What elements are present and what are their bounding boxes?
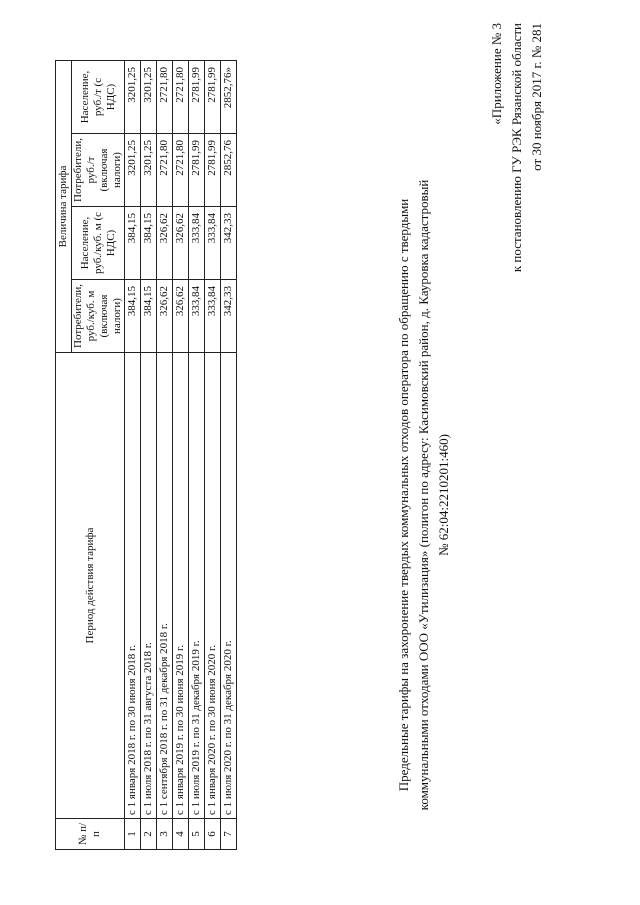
header-consumers-m3: Потребители, руб./куб. м (включая налоги) [72,280,125,353]
table-row [157,61,173,850]
row-population-m3: 384,15 [141,207,157,280]
row-consumers-m3: 384,15 [141,280,157,353]
row-population-t: 3201,25 [141,61,157,134]
row-num: 7 [221,819,237,850]
row-consumers-m3: 326,62 [157,280,173,353]
row-population-m3: 333,84 [189,207,205,280]
row-consumers-t: 2721,80 [173,134,189,207]
document-title-line-3: № 62:04:2210201:460) [436,434,451,556]
row-population-t: 2781,99 [205,61,221,134]
row-period: с 1 июля 2020 г. по 31 декабря 2020 г. [221,353,237,819]
header-population-t: Население, руб./т (с НДС) [72,61,125,134]
row-period: с 1 сентября 2018 г. по 31 декабря 2018 г. [157,353,173,819]
header-num: № п/п [56,819,125,850]
row-consumers-m3: 342,33 [221,280,237,353]
row-period: с 1 января 2018 г. по 30 июня 2018 г. [125,353,141,819]
document-title-line-2: коммунальными отходами ООО «Утилизация» (полигон по адресу: Касимовский район, д. Кауровка кадастровый [416,179,431,811]
row-consumers-m3: 326,62 [173,280,189,353]
row-consumers-m3: 384,15 [125,280,141,353]
header-period: Период действия тарифа [56,353,125,819]
annex-label: «Приложение № 3 [489,23,504,125]
tariff-table [55,60,237,850]
row-population-t: 2721,80 [173,61,189,134]
row-period: с 1 января 2020 г. по 30 июня 2020 г. [205,353,221,819]
row-population-t: 2852,76» [221,61,237,134]
row-num: 6 [205,819,221,850]
header-tariff-group: Величина тарифа [56,61,72,353]
row-consumers-t: 2781,99 [205,134,221,207]
row-period: с 1 июля 2018 г. по 31 августа 2018 г. [141,353,157,819]
header-population-m3: Население, руб./куб. м (с НДС) [72,207,125,280]
row-population-m3: 342,33 [221,207,237,280]
table-row [205,61,221,850]
row-num: 4 [173,819,189,850]
row-consumers-m3: 333,84 [189,280,205,353]
table-row [173,61,189,850]
row-population-m3: 384,15 [125,207,141,280]
row-period: с 1 января 2019 г. по 30 июня 2019 г. [173,353,189,819]
document-title-line-1: Предельные тарифы на захоронение твердых коммунальных отходов оператора по обращению с твердыми [396,198,411,792]
table-row [141,61,157,850]
row-consumers-t: 3201,25 [125,134,141,207]
row-population-m3: 333,84 [205,207,221,280]
row-consumers-t: 2852,76 [221,134,237,207]
row-population-m3: 326,62 [157,207,173,280]
row-consumers-m3: 333,84 [205,280,221,353]
row-population-m3: 326,62 [173,207,189,280]
table-row [189,61,205,850]
row-num: 3 [157,819,173,850]
row-consumers-t: 2721,80 [157,134,173,207]
row-consumers-t: 3201,25 [141,134,157,207]
row-population-t: 3201,25 [125,61,141,134]
annex-resolution: к постановлению ГУ РЭК Рязанской области [509,23,524,273]
row-num: 5 [189,819,205,850]
annex-date: от 30 ноября 2017 г. № 281 [529,23,544,171]
table-row [221,61,237,850]
header-consumers-t: Потребители, руб./т (включая налоги) [72,134,125,207]
row-num: 1 [125,819,141,850]
tariff-table-body [125,61,237,850]
row-population-t: 2721,80 [157,61,173,134]
row-consumers-t: 2781,99 [189,134,205,207]
row-num: 2 [141,819,157,850]
row-population-t: 2781,99 [189,61,205,134]
table-row [125,61,141,850]
row-period: с 1 июля 2019 г. по 31 декабря 2019 г. [189,353,205,819]
